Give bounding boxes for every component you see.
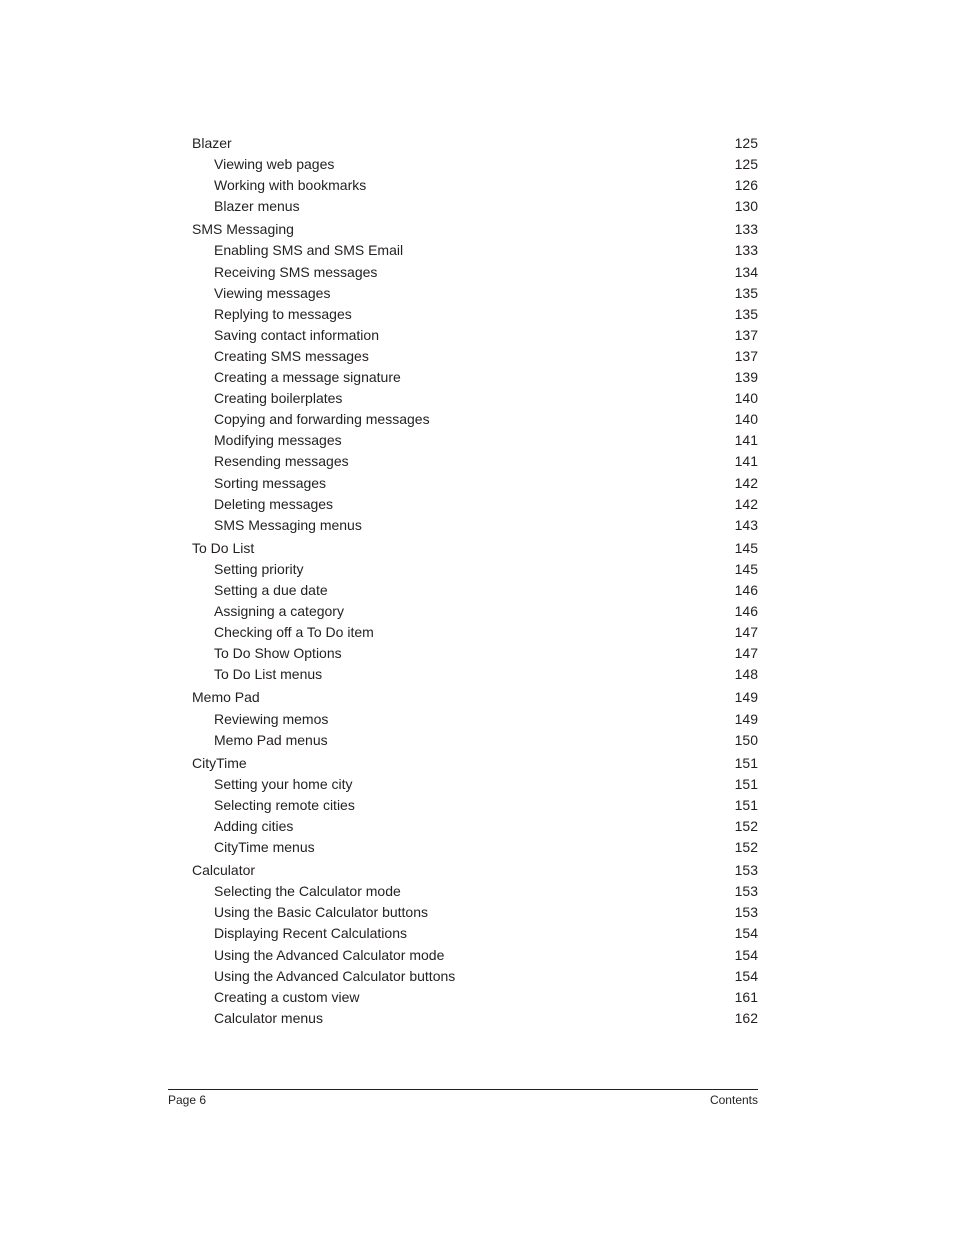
toc-entry-title: Assigning a category <box>214 603 344 620</box>
toc-subentry[interactable] <box>192 923 758 944</box>
toc-page-number: 140 <box>734 411 758 428</box>
toc-subentry[interactable] <box>192 388 758 409</box>
toc-page-number: 145 <box>734 560 758 577</box>
toc-subentry[interactable] <box>192 795 758 816</box>
toc-subentry[interactable] <box>192 346 758 367</box>
toc-page-number: 139 <box>734 369 758 386</box>
toc-subentry[interactable] <box>192 409 758 430</box>
toc-page-number: 147 <box>734 645 758 662</box>
toc-page-number: 126 <box>734 177 758 194</box>
toc-page-number: 154 <box>734 967 758 984</box>
toc-entry[interactable] <box>192 219 758 240</box>
toc-page-number: 130 <box>734 198 758 215</box>
toc-page-number: 151 <box>734 775 758 792</box>
toc-page-number: 146 <box>734 581 758 598</box>
toc-page-number: 148 <box>734 666 758 683</box>
toc-entry-title: Calculator <box>192 862 256 879</box>
toc-entry-title: Setting a due date <box>214 581 328 598</box>
toc-entry[interactable] <box>192 860 758 881</box>
toc-section <box>192 753 758 858</box>
toc-subentry[interactable] <box>192 987 758 1008</box>
toc-entry[interactable] <box>192 687 758 708</box>
toc-page-number: 133 <box>734 221 758 238</box>
toc-subentry[interactable] <box>192 902 758 923</box>
toc-page-number: 153 <box>734 904 758 921</box>
toc-page-number: 153 <box>734 883 758 900</box>
toc-entry-title: To Do List menus <box>214 666 323 683</box>
toc-page-number: 145 <box>734 539 758 556</box>
toc-page-number: 143 <box>734 516 758 533</box>
toc-subentry[interactable] <box>192 451 758 472</box>
toc-entry-title: Memo Pad <box>192 689 260 706</box>
toc-entry-title: CityTime <box>192 754 247 771</box>
toc-page-number: 125 <box>734 135 758 151</box>
toc-subentry[interactable] <box>192 494 758 515</box>
toc-subentry[interactable] <box>192 559 758 580</box>
toc-section <box>192 538 758 686</box>
toc-subentry[interactable] <box>192 1008 758 1029</box>
toc-subentry[interactable] <box>192 664 758 685</box>
toc-subentry[interactable] <box>192 774 758 795</box>
toc-entry-title: Copying and forwarding messages <box>214 411 430 428</box>
toc-entry-title: Memo Pad menus <box>214 731 328 748</box>
toc-entry-title: Creating a message signature <box>214 369 401 386</box>
toc-subentry[interactable] <box>192 580 758 601</box>
toc-entry-title: Replying to messages <box>214 305 352 322</box>
toc-entry-title: Modifying messages <box>214 432 342 449</box>
toc-subentry[interactable] <box>192 643 758 664</box>
toc-page-number: 149 <box>734 689 758 706</box>
toc-page-number: 125 <box>734 156 758 173</box>
table-of-contents <box>192 133 758 1031</box>
toc-entry-title: To Do List <box>192 539 255 556</box>
toc-entry-title: Adding cities <box>214 818 294 834</box>
toc-page-number: 151 <box>734 754 758 771</box>
toc-entry-title: Blazer menus <box>214 198 300 215</box>
toc-subentry[interactable] <box>192 601 758 622</box>
toc-subentry[interactable] <box>192 881 758 902</box>
toc-subentry[interactable] <box>192 283 758 304</box>
toc-page-number: 150 <box>734 731 758 748</box>
toc-page-number: 137 <box>734 347 758 364</box>
toc-subentry[interactable] <box>192 325 758 346</box>
toc-subentry[interactable] <box>192 515 758 536</box>
toc-subentry[interactable] <box>192 196 758 217</box>
toc-entry-title: Enabling SMS and SMS Email <box>214 242 404 259</box>
toc-entry-title: Creating SMS messages <box>214 347 369 364</box>
toc-entry[interactable] <box>192 133 758 154</box>
toc-entry[interactable] <box>192 753 758 774</box>
toc-entry-title: SMS Messaging menus <box>214 516 362 533</box>
toc-page-number: 152 <box>734 818 758 834</box>
toc-subentry[interactable] <box>192 262 758 283</box>
toc-page-number: 135 <box>734 284 758 301</box>
toc-entry-title: CityTime menus <box>214 839 315 856</box>
toc-subentry[interactable] <box>192 430 758 451</box>
toc-entry-title: Receiving SMS messages <box>214 263 378 280</box>
toc-page-number: 149 <box>734 710 758 727</box>
toc-page-number: 140 <box>734 390 758 407</box>
toc-section <box>192 860 758 1029</box>
toc-page-number: 153 <box>734 862 758 879</box>
toc-entry-title: Resending messages <box>214 453 349 470</box>
toc-subentry[interactable] <box>192 367 758 388</box>
toc-section <box>192 687 758 750</box>
toc-section <box>192 219 758 535</box>
toc-subentry[interactable] <box>192 473 758 494</box>
toc-entry-title: Setting your home city <box>214 775 353 792</box>
toc-entry-title: Sorting messages <box>214 474 327 491</box>
toc-entry-title: Using the Advanced Calculator buttons <box>214 967 456 984</box>
toc-entry-title: Using the Advanced Calculator mode <box>214 946 445 963</box>
toc-subentry[interactable] <box>192 240 758 261</box>
toc-entry-title: Selecting the Calculator mode <box>214 883 401 900</box>
toc-entry-title: Displaying Recent Calculations <box>214 925 407 942</box>
toc-page-number: 133 <box>734 242 758 259</box>
toc-entry-title: Creating a custom view <box>214 988 360 1005</box>
toc-subentry[interactable] <box>192 837 758 858</box>
toc-page-number: 137 <box>734 326 758 343</box>
toc-entry-title: Using the Basic Calculator buttons <box>214 904 428 921</box>
toc-subentry[interactable] <box>192 175 758 196</box>
toc-entry-title: SMS Messaging <box>192 221 294 238</box>
footer-page-number: Page 6 <box>168 1093 207 1107</box>
toc-subentry[interactable] <box>192 816 758 837</box>
toc-subentry[interactable] <box>192 966 758 987</box>
toc-subentry[interactable] <box>192 730 758 751</box>
toc-subentry[interactable] <box>192 622 758 643</box>
toc-entry-title: Deleting messages <box>214 495 334 512</box>
toc-entry-title: Blazer <box>192 135 232 151</box>
toc-page-number: 142 <box>734 474 758 491</box>
toc-page-number: 154 <box>734 925 758 942</box>
toc-entry-title: Calculator menus <box>214 1009 323 1026</box>
toc-subentry[interactable] <box>192 945 758 966</box>
toc-page-number: 134 <box>734 263 758 280</box>
toc-subentry[interactable] <box>192 709 758 730</box>
toc-entry-title: Reviewing memos <box>214 710 329 727</box>
toc-page-number: 146 <box>734 603 758 620</box>
toc-page-number: 135 <box>734 305 758 322</box>
toc-subentry[interactable] <box>192 304 758 325</box>
toc-page-number: 142 <box>734 495 758 512</box>
toc-entry-title: Creating boilerplates <box>214 390 343 407</box>
footer-divider <box>168 1089 758 1090</box>
toc-page-number: 141 <box>734 432 758 449</box>
toc-entry-title: Selecting remote cities <box>214 796 355 813</box>
footer-section-name: Contents <box>709 1093 758 1107</box>
toc-entry-title: Setting priority <box>214 560 304 577</box>
toc-page-number: 151 <box>734 796 758 813</box>
toc-entry-title: Working with bookmarks <box>214 177 367 194</box>
toc-entry-title: Saving contact information <box>214 326 379 343</box>
toc-entry-title: Viewing web pages <box>214 156 335 173</box>
toc-page-number: 154 <box>734 946 758 963</box>
toc-page-number: 152 <box>734 839 758 856</box>
toc-section <box>192 133 758 217</box>
toc-entry-title: Viewing messages <box>214 284 331 301</box>
toc-entry-title: Checking off a To Do item <box>214 624 374 641</box>
toc-entry[interactable] <box>192 538 758 559</box>
toc-page-number: 141 <box>734 453 758 470</box>
toc-page-number: 147 <box>734 624 758 641</box>
toc-entry-title: To Do Show Options <box>214 645 342 662</box>
toc-subentry[interactable] <box>192 154 758 175</box>
toc-page-number: 161 <box>734 988 758 1005</box>
toc-page-number: 162 <box>734 1009 758 1026</box>
